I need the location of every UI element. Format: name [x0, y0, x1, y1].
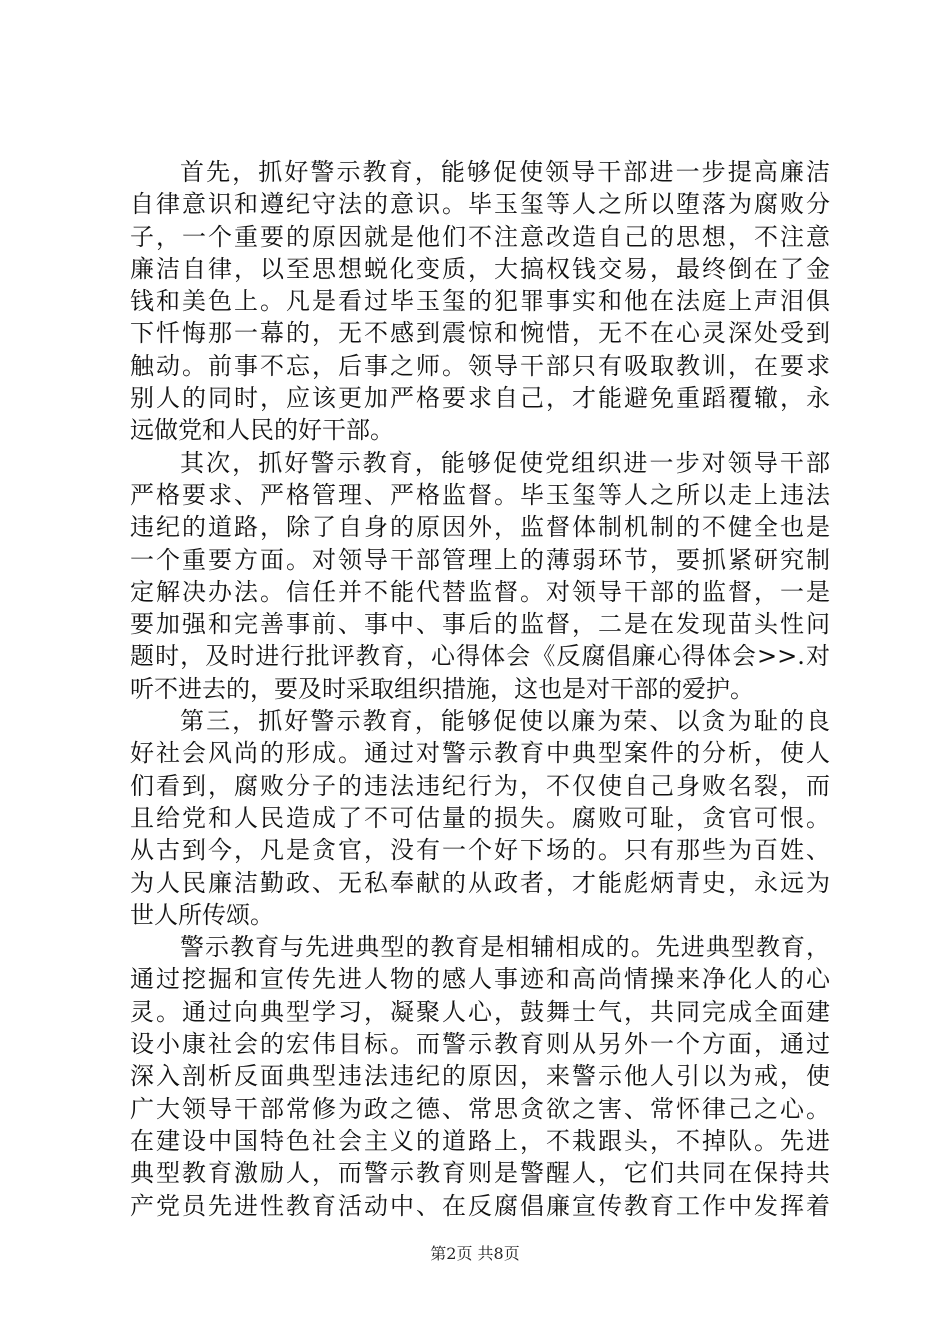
text-line: 定解决办法。信任并不能代替监督。对领导干部的监督，一是	[130, 577, 830, 606]
text-line: 钱和美色上。凡是看过毕玉玺的犯罪事实和他在法庭上声泪俱	[130, 287, 830, 316]
text-line: 产党员先进性教育活动中、在反腐倡廉宣传教育工作中发挥着	[130, 1191, 830, 1220]
paragraph-1	[130, 156, 830, 447]
paragraph-4	[130, 931, 830, 1222]
page-number-label: 第2页 共8页	[430, 1244, 520, 1263]
text-line: 典型教育激励人，而警示教育则是警醒人，它们共同在保持共	[130, 1159, 830, 1188]
text-line: 第三，抓好警示教育，能够促使以廉为荣、以贪为耻的良	[180, 707, 830, 736]
text-line: 子，一个重要的原因就是他们不注意改造自己的思想，不注意	[130, 222, 830, 251]
text-line: 在建设中国特色社会主义的道路上，不栽跟头，不掉队。先进	[130, 1126, 830, 1155]
text-line: 从古到今，凡是贪官，没有一个好下场的。只有那些为百姓、	[130, 836, 830, 865]
text-line: 一个重要方面。对领导干部管理上的薄弱环节，要抓紧研究制	[130, 545, 830, 574]
text-line: 远做党和人民的好干部。	[130, 416, 394, 445]
text-line: 廉洁自律，以至思想蜕化变质，大搞权钱交易，最终倒在了金	[130, 254, 830, 283]
text-line: 们看到，腐败分子的违法违纪行为，不仅使自己身败名裂，而	[130, 771, 830, 800]
text-line: 自律意识和遵纪守法的意识。毕玉玺等人之所以堕落为腐败分	[130, 190, 830, 219]
text-line: 世人所传颂。	[130, 900, 274, 929]
text-line: 通过挖掘和宣传先进人物的感人事迹和高尚情操来净化人的心	[130, 965, 830, 994]
document-body	[130, 156, 830, 1222]
text-line: 为人民廉洁勤政、无私奉献的从政者，才能彪炳青史，永远为	[130, 868, 830, 897]
text-line: 其次，抓好警示教育，能够促使党组织进一步对领导干部	[180, 448, 830, 477]
text-line: 警示教育与先进典型的教育是相辅相成的。先进典型教育，	[180, 933, 830, 962]
text-line: 别人的同时，应该更加严格要求自己，才能避免重蹈覆辙，永	[130, 384, 830, 413]
text-line: 违纪的道路，除了自身的原因外，监督体制机制的不健全也是	[130, 513, 830, 542]
text-line: 触动。前事不忘，后事之师。领导干部只有吸取教训，在要求	[130, 351, 830, 380]
text-line: 题时，及时进行批评教育，心得体会《反腐倡廉心得体会>>.对	[130, 642, 830, 671]
text-line: 要加强和完善事前、事中、事后的监督，二是在发现苗头性问	[130, 610, 830, 639]
text-line: 且给党和人民造成了不可估量的损失。腐败可耻，贪官可恨。	[130, 803, 830, 832]
text-line: 听不进去的，要及时采取组织措施，这也是对干部的爱护。	[130, 674, 754, 703]
text-line: 设小康社会的宏伟目标。而警示教育则从另外一个方面，通过	[130, 1030, 830, 1059]
text-line: 灵。通过向典型学习，凝聚人心，鼓舞士气，共同完成全面建	[130, 997, 830, 1026]
text-line: 深入剖析反面典型违法违纪的原因，来警示他人引以为戒，使	[130, 1062, 830, 1091]
text-line: 首先，抓好警示教育，能够促使领导干部进一步提高廉洁	[180, 158, 830, 186]
text-line: 广大领导干部常修为政之德、常思贪欲之害、常怀律己之心。	[130, 1094, 830, 1123]
page-footer	[0, 1242, 950, 1266]
paragraph-3	[130, 705, 830, 931]
text-line: 下忏悔那一幕的，无不感到震惊和惋惜，无不在心灵深处受到	[130, 319, 830, 348]
text-line: 严格要求、严格管理、严格监督。毕玉玺等人之所以走上违法	[130, 480, 830, 509]
paragraph-2	[130, 447, 830, 705]
text-line: 好社会风尚的形成。通过对警示教育中典型案件的分析，使人	[130, 739, 830, 768]
